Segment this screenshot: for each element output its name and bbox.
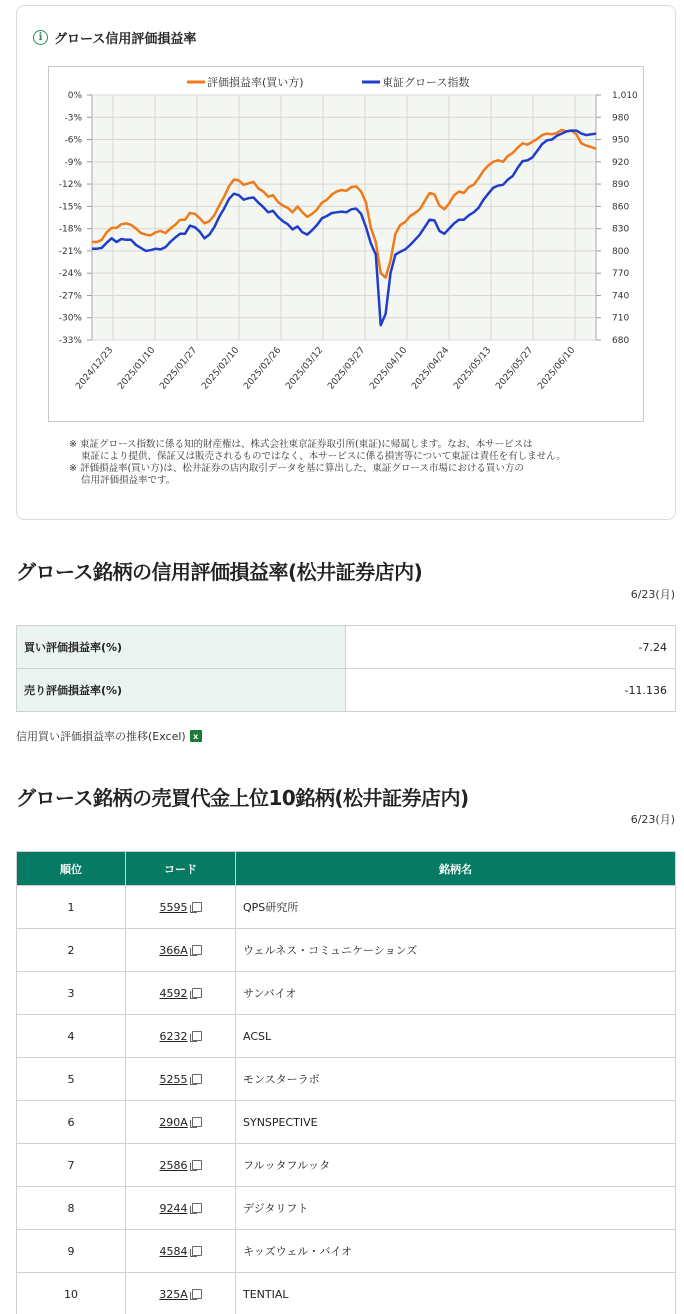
table-row [17, 1058, 676, 1101]
header-name: 銘柄名 [236, 852, 676, 886]
rank-cell: 7 [17, 1144, 126, 1187]
top10-heading: グロース銘柄の売買代金上位10銘柄(松井証券店内) [16, 786, 469, 810]
x-tick: 2025/06/10 [536, 345, 578, 392]
buy-ratio-label: 買い評価損益率(%) [17, 626, 346, 669]
stock-name-cell: TENTIAL [236, 1273, 676, 1314]
y-left-tick: 0% [67, 91, 82, 101]
table-row [17, 1015, 676, 1058]
stock-name-cell: キッズウェル・バイオ [236, 1230, 676, 1273]
x-tick: 2025/02/26 [242, 345, 284, 392]
y-left-tick: -3% [64, 113, 82, 124]
copy-icon[interactable] [192, 1031, 202, 1041]
sell-ratio-label: 売り評価損益率(%) [17, 669, 346, 712]
plot-area [92, 95, 596, 340]
x-tick: 2025/05/27 [494, 345, 536, 392]
y-left-tick: -9% [64, 157, 82, 168]
y-left-tick: -15% [58, 202, 82, 213]
rank-cell: 8 [17, 1187, 126, 1230]
rank-cell: 2 [17, 929, 126, 972]
margin-ratio-table [16, 625, 676, 712]
stock-name-cell: QPS研究所 [236, 886, 676, 929]
code-cell [126, 1101, 236, 1144]
y-left-tick: -24% [58, 269, 82, 280]
stock-code-link[interactable]: 290A [159, 1115, 188, 1129]
table-row [17, 1230, 676, 1273]
stock-name-cell: ACSL [236, 1015, 676, 1058]
table-row [17, 626, 676, 669]
y-right-tick: 680 [612, 336, 630, 346]
code-cell [126, 929, 236, 972]
sell-ratio-value: -11.136 [346, 669, 676, 712]
copy-icon[interactable] [192, 1246, 202, 1256]
stock-code-link[interactable]: 4592 [159, 986, 188, 1000]
copy-icon[interactable] [192, 1117, 202, 1127]
y-left-tick: -18% [58, 224, 82, 235]
note-line: 東証により提供、保証又は販売されるものではなく、本サービスに係る損害等について東証は責任を有しません。 [81, 451, 566, 462]
x-tick: 2025/05/13 [452, 345, 494, 392]
copy-icon[interactable] [192, 1160, 202, 1170]
x-tick: 2025/01/27 [158, 345, 200, 392]
top10-date: 6/23(月) [630, 813, 675, 826]
margin-ratio-heading: グロース銘柄の信用評価損益率(松井証券店内) [16, 560, 423, 584]
y-right-tick: 1,010 [612, 91, 638, 101]
stock-code-link[interactable]: 4584 [159, 1244, 188, 1258]
y-left-tick: -6% [64, 135, 82, 146]
stock-name-cell: フルッタフルッタ [236, 1144, 676, 1187]
y-right-tick: 830 [612, 224, 630, 235]
rank-cell: 5 [17, 1058, 126, 1101]
margin-ratio-date: 6/23(月) [630, 588, 675, 601]
copy-icon[interactable] [192, 945, 202, 955]
chart-card-title-text: グロース信用評価損益率 [54, 32, 197, 47]
legend-label: 東証グロース指数 [382, 76, 470, 89]
stock-code-link[interactable]: 5255 [159, 1072, 188, 1086]
copy-icon[interactable] [192, 988, 202, 998]
table-row [17, 1187, 676, 1230]
stock-name-cell: モンスターラボ [236, 1058, 676, 1101]
x-tick: 2025/02/10 [200, 345, 242, 392]
x-tick: 2025/01/10 [116, 345, 158, 392]
y-right-tick: 710 [612, 313, 630, 324]
code-cell [126, 1144, 236, 1187]
table-row [17, 1101, 676, 1144]
top10-table [16, 851, 676, 1314]
code-cell [126, 886, 236, 929]
copy-icon[interactable] [192, 1203, 202, 1213]
table-row [17, 886, 676, 929]
table-row [17, 972, 676, 1015]
header-code: コード [126, 852, 236, 886]
chart-card [16, 5, 676, 520]
chart-card-title [33, 28, 196, 47]
y-left-tick: -12% [58, 180, 82, 191]
stock-code-link[interactable]: 325A [159, 1287, 188, 1301]
code-cell [126, 1273, 236, 1314]
code-cell [126, 1015, 236, 1058]
stock-name-cell: デジタリフト [236, 1187, 676, 1230]
excel-link-text[interactable]: 信用買い評価損益率の推移(Excel) [16, 730, 186, 743]
stock-name-cell: ウェルネス・コミュニケーションズ [236, 929, 676, 972]
x-tick: 2025/03/27 [326, 345, 368, 392]
note-line: ※ 評価損益率(買い方)は、松井証券の店内取引データを基に算出した、東証グロース市場における買い方の [69, 463, 524, 474]
stock-code-link[interactable]: 9244 [159, 1201, 188, 1215]
chart-notes [69, 439, 566, 487]
stock-code-link[interactable]: 5595 [159, 900, 188, 914]
code-cell [126, 1230, 236, 1273]
copy-icon[interactable] [192, 1074, 202, 1084]
y-left-tick: -27% [58, 291, 82, 302]
note-line: ※ 東証グロース指数に係る知的財産権は、株式会社東京証券取引所(東証)に帰属します。なお、本サービスは [69, 439, 533, 450]
stock-name-cell: サンバイオ [236, 972, 676, 1015]
rank-cell: 10 [17, 1273, 126, 1314]
y-right-tick: 860 [612, 202, 630, 213]
code-cell [126, 1187, 236, 1230]
info-icon: i [33, 30, 48, 45]
stock-code-link[interactable]: 366A [159, 943, 188, 957]
table-row [17, 1273, 676, 1314]
stock-code-link[interactable]: 6232 [159, 1029, 188, 1043]
note-line: 信用評価損益率です。 [81, 475, 176, 486]
x-tick: 2025/03/12 [284, 345, 326, 392]
y-right-tick: 800 [612, 246, 630, 257]
copy-icon[interactable] [192, 1289, 202, 1299]
rank-cell: 1 [17, 886, 126, 929]
code-cell [126, 972, 236, 1015]
stock-code-link[interactable]: 2586 [159, 1158, 188, 1172]
y-right-tick: 770 [612, 269, 630, 280]
table-row [17, 929, 676, 972]
rank-cell: 6 [17, 1101, 126, 1144]
y-right-tick: 740 [612, 291, 630, 302]
rank-cell: 3 [17, 972, 126, 1015]
table-row [17, 669, 676, 712]
stock-name-cell: SYNSPECTIVE [236, 1101, 676, 1144]
rank-cell: 9 [17, 1230, 126, 1273]
line-chart [49, 67, 645, 423]
chart-frame [48, 66, 644, 422]
copy-icon[interactable] [192, 902, 202, 912]
y-right-tick: 890 [612, 180, 630, 191]
excel-icon[interactable]: x [190, 730, 202, 742]
x-tick: 2025/04/24 [410, 345, 452, 392]
buy-ratio-value: -7.24 [346, 626, 676, 669]
table-row [17, 1144, 676, 1187]
code-cell [126, 1058, 236, 1101]
table-header-row [17, 852, 676, 886]
legend-label: 評価損益率(買い方) [207, 76, 304, 89]
y-left-tick: -30% [58, 313, 82, 324]
y-right-tick: 980 [612, 113, 630, 124]
rank-cell: 4 [17, 1015, 126, 1058]
x-tick: 2025/04/10 [368, 345, 410, 392]
x-tick: 2024/12/23 [74, 345, 116, 392]
y-right-tick: 920 [612, 157, 630, 168]
y-right-tick: 950 [612, 135, 630, 146]
excel-download-link[interactable] [16, 728, 202, 744]
y-left-tick: -33% [58, 336, 82, 346]
y-left-tick: -21% [58, 246, 82, 257]
header-rank: 順位 [17, 852, 126, 886]
